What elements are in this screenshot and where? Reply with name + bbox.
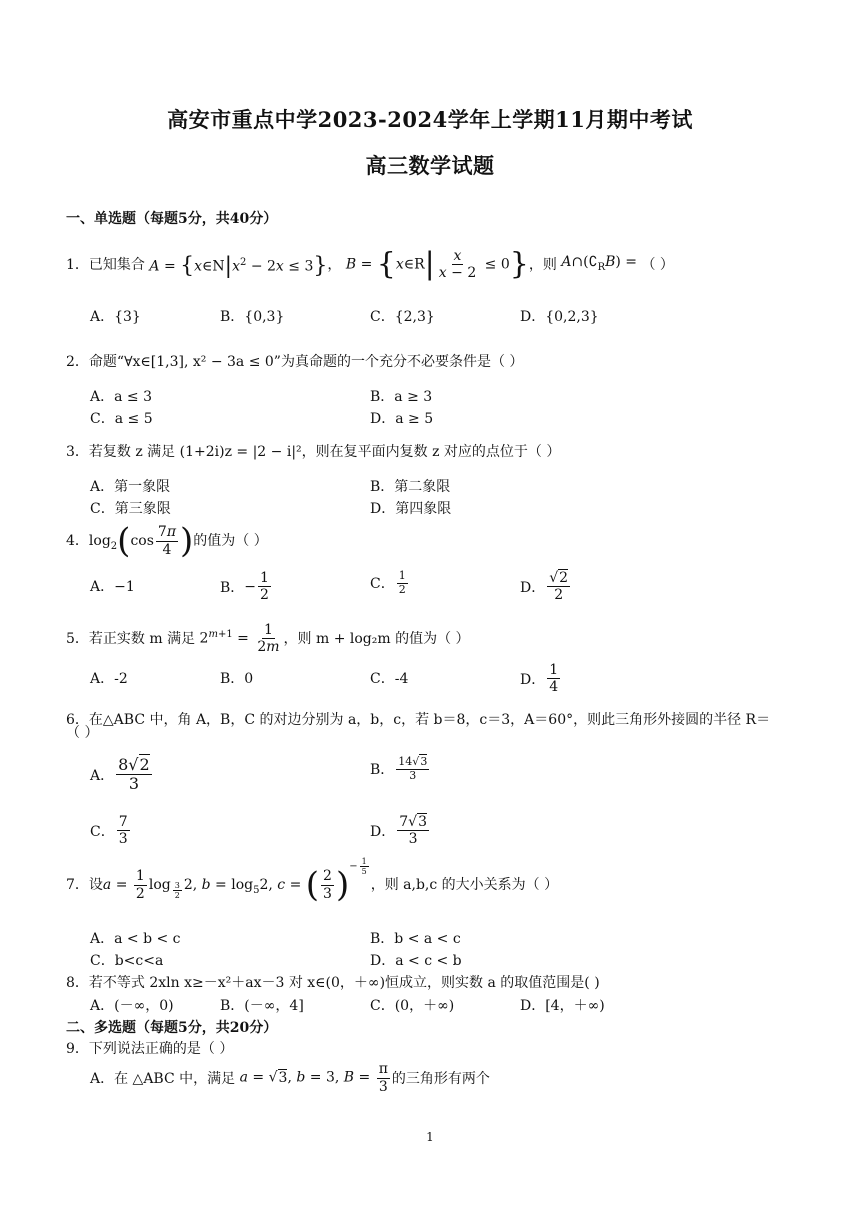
q8-option-c[interactable]: C．(0，＋∞) — [370, 998, 455, 1014]
q4-expr: $\log_2(\cos$ $\frac{7\pi}{4}$ ) — [88, 521, 194, 561]
question-6: 6．在△ABC 中，角 A，B，C 的对边分别为 a，b，c，若 b＝8，c＝3，A＝60°，则此三角形外接圆的半径 R＝ — [66, 712, 771, 728]
q4-options — [90, 570, 810, 610]
q9-option-a-expr: a = √3, b = 3, B = $\frac{\pi}{3}$ — [239, 1061, 388, 1095]
q1-blank: （ ） — [641, 256, 674, 273]
question-2: 2．命题“∀x∈[1,3], x² − 3a ≤ 0”为真命题的一个充分不必要条件是（ ） — [66, 354, 524, 370]
q4-option-c[interactable]: C． $\frac{1}{2}$ — [370, 569, 406, 596]
section-single-choice: 一、单选题（每题5分，共40分） — [66, 211, 278, 227]
q1-expr: $A\cap(∁_RB)$ = — [561, 253, 642, 273]
q1-option-a[interactable]: A．{3} — [90, 309, 141, 325]
q5-post: ，则 m + log₂m 的值为（ ） — [283, 630, 470, 647]
question-8: 8．若不等式 2xln x≥－x²＋ax－3 对 x∈(0，＋∞)恒成立，则实数 a 的取值范围是( ) — [66, 975, 600, 991]
q1-option-c[interactable]: C．{2,3} — [370, 309, 435, 325]
q5-options — [90, 662, 810, 702]
q4-option-d[interactable]: D． $\frac{√2}{2}$ — [520, 570, 569, 604]
q8-option-b[interactable]: B．(－∞，4] — [220, 998, 304, 1014]
q1-option-d[interactable]: D．{0,2,3} — [520, 309, 599, 325]
q5-option-c[interactable]: C．-4 — [370, 671, 409, 687]
question-6-tail: （ ） — [66, 725, 99, 741]
q6-option-c[interactable]: C． $\frac{7}{3}$ — [90, 814, 128, 848]
q1-set-a: $A = \{x\in N|x^2 - 2x \le 3\}$ — [149, 253, 328, 279]
page-number: 1 — [426, 1130, 434, 1144]
q6-option-b[interactable]: B． $\frac{14√3}{3}$ — [370, 755, 428, 782]
question-4 — [66, 521, 800, 561]
q7-expr: a = $\frac{1}{2}$ log $_{\frac{3}{2}}$ 2, $b = \log_52$, c = ( $\frac{2}{3}$ )$^{- \frac{1}{5}}$ — [102, 857, 367, 905]
q5-num: 5． — [66, 630, 89, 647]
q2-option-a[interactable]: A．a ≤ 3 — [90, 389, 152, 405]
q8-option-d[interactable]: D．[4，＋∞) — [520, 998, 605, 1014]
q6-option-a[interactable]: A． $\frac{8√2}{3}$ — [90, 755, 150, 794]
q2-option-c[interactable]: C．a ≤ 5 — [90, 411, 153, 427]
q7-num: 7． — [66, 877, 89, 893]
q1-options — [90, 306, 810, 332]
q2-options-row2 — [90, 408, 810, 434]
q7-option-c[interactable]: C．b<c<a — [90, 953, 164, 969]
question-9: 9．下列说法正确的是（ ） — [66, 1041, 234, 1057]
q1-set-b: B = {x∈R| $\frac{x}{x - 2}$ ≤ 0} — [345, 246, 529, 282]
q5-expr: $2^{m+1}$ = $\frac{1}{2m}$ — [195, 622, 280, 656]
q4-option-b[interactable]: B． − $\frac{1}{2}$ — [220, 570, 269, 604]
q6-options-row2 — [90, 814, 810, 864]
q6-options-row1 — [90, 756, 810, 806]
page-subtitle: 高三数学试题 — [365, 153, 495, 178]
q2-option-d[interactable]: D．a ≥ 5 — [370, 411, 434, 427]
question-7 — [66, 857, 800, 905]
q3-option-a[interactable]: A．第一象限 — [90, 479, 171, 495]
question-3: 3．若复数 z 满足 (1+2i)z = |2 − i|²，则在复平面内复数 z 对应的点位于（ ） — [66, 444, 561, 460]
q3-option-b[interactable]: B．第二象限 — [370, 479, 451, 495]
q1-pre: 已知集合 — [88, 256, 145, 273]
q9-option-a[interactable]: A．在 △ABC 中，满足 a = √3, b = 3, B = $\frac{\pi}{3}$ 的三角形有两个 — [90, 1061, 490, 1095]
q4-num: 4． — [66, 533, 89, 549]
q8-option-a[interactable]: A．(－∞，0) — [90, 998, 174, 1014]
q7-option-b[interactable]: B．b < a < c — [370, 931, 461, 947]
q2-option-b[interactable]: B．a ≥ 3 — [370, 389, 433, 405]
q3-options-row2 — [90, 498, 810, 524]
q7-post: ，则 a,b,c 的大小关系为（ ） — [370, 877, 559, 893]
q3-option-d[interactable]: D．第四象限 — [370, 501, 452, 517]
q6-option-d[interactable]: D． $\frac{7√3}{3}$ — [370, 814, 427, 848]
q5-pre: 若正实数 m 满足 — [88, 630, 196, 647]
question-1 — [66, 248, 800, 281]
q5-option-d[interactable]: D． $\frac{1}{4}$ — [520, 662, 559, 696]
q1-mid: ， — [327, 256, 342, 273]
section-multiple-choice: 二、多选题（每题5分，共20分） — [66, 1020, 278, 1036]
q5-option-b[interactable]: B．0 — [220, 671, 254, 687]
q7-option-a[interactable]: A．a < b < c — [90, 931, 181, 947]
q1-option-b[interactable]: B．{0,3} — [220, 309, 285, 325]
q1-num: 1． — [66, 256, 89, 273]
page-title: 高安市重点中学2023-2024学年上学期11月期中考试 — [167, 107, 693, 132]
q4-option-a[interactable]: A．−1 — [90, 579, 135, 595]
question-5 — [66, 622, 800, 655]
q7-pre: 设 — [88, 877, 103, 893]
q3-option-c[interactable]: C．第三象限 — [90, 501, 171, 517]
q5-option-a[interactable]: A．-2 — [90, 671, 128, 687]
q1-post: ，则 — [528, 256, 557, 273]
q4-post: 的值为（ ） — [193, 533, 268, 549]
q7-option-d[interactable]: D．a < c < b — [370, 953, 462, 969]
